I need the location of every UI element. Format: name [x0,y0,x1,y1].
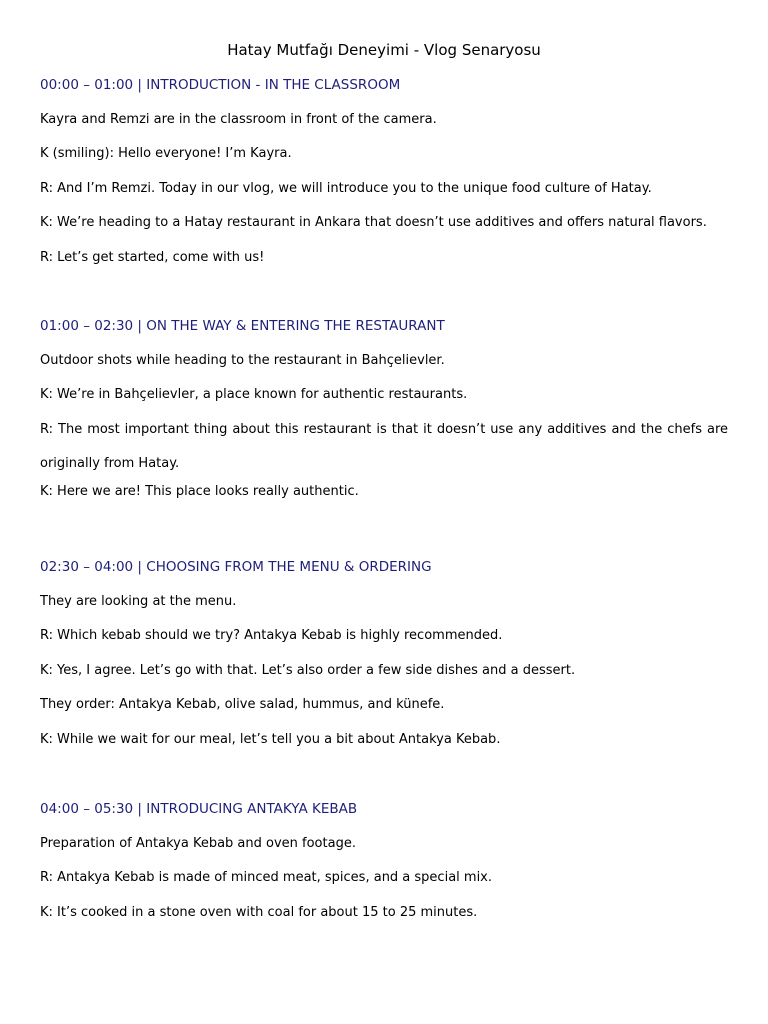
script-line: K: We’re heading to a Hatay restaurant in Ankara that doesn’t use additives and offers natural flavors. [40,215,707,230]
section-heading: 00:00 – 01:00 | INTRODUCTION - IN THE CLASSROOM [40,77,401,93]
script-line: K: Here we are! This place looks really authentic. [40,483,359,499]
section-heading: 01:00 – 02:30 | ON THE WAY & ENTERING THE RESTAURANT [40,318,445,334]
section-antakya-kebab [40,799,728,937]
script-line: R: The most important thing about this restaurant is that it doesn’t use any additives and the chefs are originally from Hatay. [40,421,728,471]
section-on-the-way [40,316,728,516]
script-line: R: Let’s get started, come with us! [40,249,265,265]
document-title: Hatay Mutfağı Deneyimi - Vlog Senaryosu [227,41,541,59]
script-line: K: While we wait for our meal, let’s tell you a bit about Antakya Kebab. [40,731,501,747]
script-line: R: And I’m Remzi. Today in our vlog, we will introduce you to the unique food culture of Hatay. [40,180,652,196]
script-line: Preparation of Antakya Kebab and oven footage. [40,835,356,851]
script-line: K: We’re in Bahçelievler, a place known for authentic restaurants. [40,387,468,402]
script-line: K: It’s cooked in a stone oven with coal for about 15 to 25 minutes. [40,904,478,920]
section-introduction [40,75,728,282]
script-line: Outdoor shots while heading to the restaurant in Bahçelievler. [40,352,445,368]
script-line: They order: Antakya Kebab, olive salad, hummus, and künefe. [40,697,445,712]
script-line: Kayra and Remzi are in the classroom in front of the camera. [40,111,437,127]
section-heading: 02:30 – 04:00 | CHOOSING FROM THE MENU & ORDERING [40,559,432,575]
script-line: R: Which kebab should we try? Antakya Kebab is highly recommended. [40,628,503,643]
script-line: K: Yes, I agree. Let’s go with that. Let’s also order a few side dishes and a dessert. [40,662,576,678]
section-heading: 04:00 – 05:30 | INTRODUCING ANTAKYA KEBAB [40,801,358,817]
script-line: They are looking at the menu. [40,593,237,609]
section-menu-ordering [40,557,728,764]
script-line: K (smiling): Hello everyone! I’m Kayra. [40,146,292,161]
script-line: R: Antakya Kebab is made of minced meat, spices, and a special mix. [40,870,493,885]
